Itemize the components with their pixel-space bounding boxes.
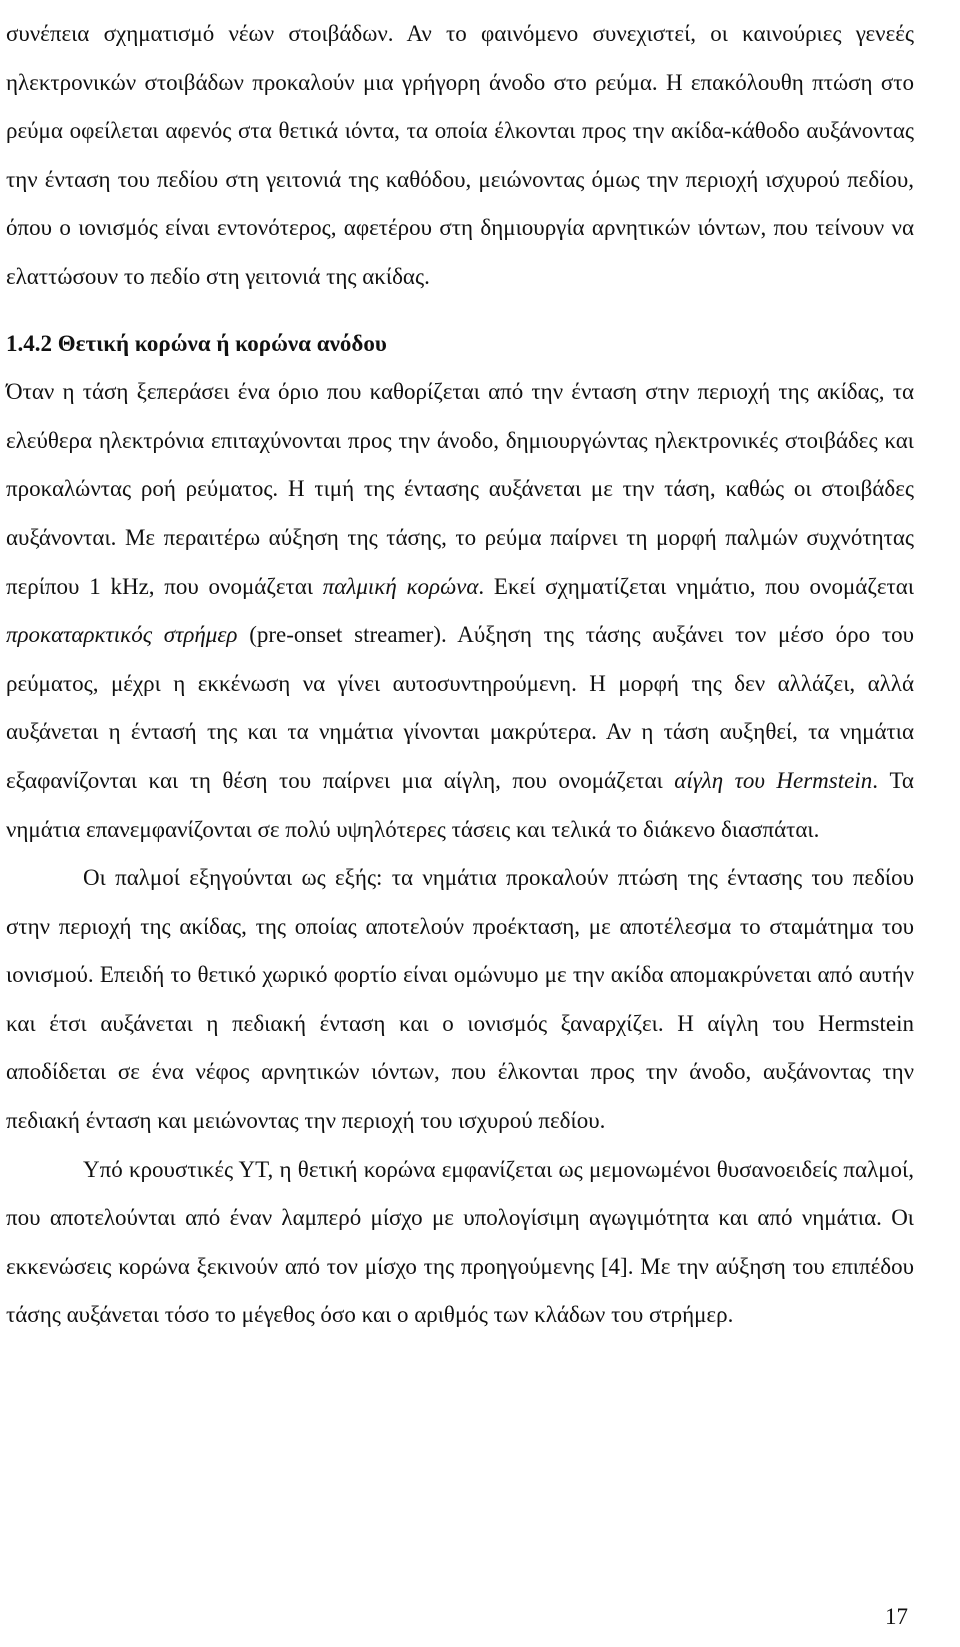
term-hermstein-glow: αίγλη του Hermstein — [674, 767, 873, 793]
term-pre-onset-streamer: προκαταρκτικός στρήμερ — [6, 622, 238, 648]
paragraph-text: Όταν η τάση ξεπεράσει ένα όριο που καθορίζεται από την ένταση στην περιοχή της ακίδας, τα ελεύθερα ηλεκτρόνια επιταχύνονται προς την άνοδο, δημιουργώντας ηλεκτρονικές στοιβάδες και προκαλώντας ροή ρεύματος. Η τιμή της έντασης αυξάνεται με την τάση, καθώς οι στοιβάδες αυξάνονται. Με περαιτέρω αύξηση της τάσης, το ρεύμα παίρνει τη μορφή παλμών συχνότητας περίπου 1 kHz, που ονομάζεται — [6, 379, 914, 599]
section-heading: 1.4.2 Θετική κορώνα ή κορώνα ανόδου — [6, 330, 387, 356]
page-number: 17 — [885, 1604, 908, 1629]
paragraph-impulse-voltage: Υπό κρουστικές ΥΤ, η θετική κορώνα εμφανίζεται ως μεμονωμένοι θυσανοειδείς παλμοί, που αποτελούνται από έναν λαμπερό μίσχο με υπολογίσιμη αγωγιμότητα και από νημάτια. Οι εκκενώσεις κορώνα ξεκινούν από τον μίσχο της προηγούμενης [4]. Με την αύξηση του επιπέδου τάσης αυξάνεται τόσο το μέγεθος όσο και ο αριθμός των κλάδων του στρήμερ. — [6, 1156, 914, 1328]
paragraph-pulses-explanation: Οι παλμοί εξηγούνται ως εξής: τα νημάτια προκαλούν πτώση της έντασης του πεδίου στην περιοχή της ακίδας, της οποίας αποτελούν προέκταση, με αποτέλεσμα το σταμάτημα του ιονισμού. Επειδή το θετικό χωρικό φορτίο είναι ομώνυμο με την ακίδα απομακρύνεται από αυτήν και έτσι αυξάνεται η πεδιακή ένταση και ο ιονισμός ξαναρχίζει. Η αίγλη του Hermstein αποδίδεται σε ένα νέφος αρνητικών ιόντων, που έλκονται προς την άνοδο, αυξάνοντας την πεδιακή ένταση και μειώνοντας την περιοχή του ισχυρού πεδίου. — [6, 865, 914, 1134]
paragraph-positive-corona — [6, 368, 914, 854]
paragraph-text: (pre-onset streamer). Αύξηση της τάσης αυξάνει τον μέσο όρο του ρεύματος, μέχρι η εκκένωση να γίνει αυτοσυντηρούμενη. Η μορφή της δεν αλλάζει, αλλά αυξάνεται η έντασή της και τα νημάτια γίνονται μακρύτερα. Αν η τάση αυξηθεί, τα νημάτια εξαφανίζονται και τη θέση του παίρνει μια αίγλη, που ονομάζεται — [6, 622, 915, 793]
lead-paragraph: συνέπεια σχηματισμό νέων στοιβάδων. Αν το φαινόμενο συνεχιστεί, οι καινούριες γενεές ηλεκτρονικών στοιβάδων προκαλούν μια γρήγορη άνοδο στο ρεύμα. Η επακόλουθη πτώση στο ρεύμα οφείλεται αφενός στα θετικά ιόντα, τα οποία έλκονται προς την ακίδα-κάθοδο αυξάνοντας την ένταση του πεδίου στη γειτονιά της καθόδου, μειώνοντας όμως την περιοχή ισχυρού πεδίου, όπου ο ιονισμός είναι εντονότερος, αφετέρου στη δημιουργία αρνητικών ιόντων, που τείνουν να ελαττώσουν το πεδίο στη γειτονιά της ακίδας. — [6, 21, 914, 289]
term-pulse-corona: παλμική κορώνα — [322, 573, 479, 599]
paragraph-text: . Τα νημάτια επανεμφανίζονται σε πολύ υψηλότερες τάσεις και τελικά το διάκενο διασπάται. — [6, 767, 914, 842]
document-page — [6, 0, 914, 1340]
paragraph-text: . Εκεί σχηματίζεται νημάτιο, που ονομάζεται — [478, 573, 915, 599]
